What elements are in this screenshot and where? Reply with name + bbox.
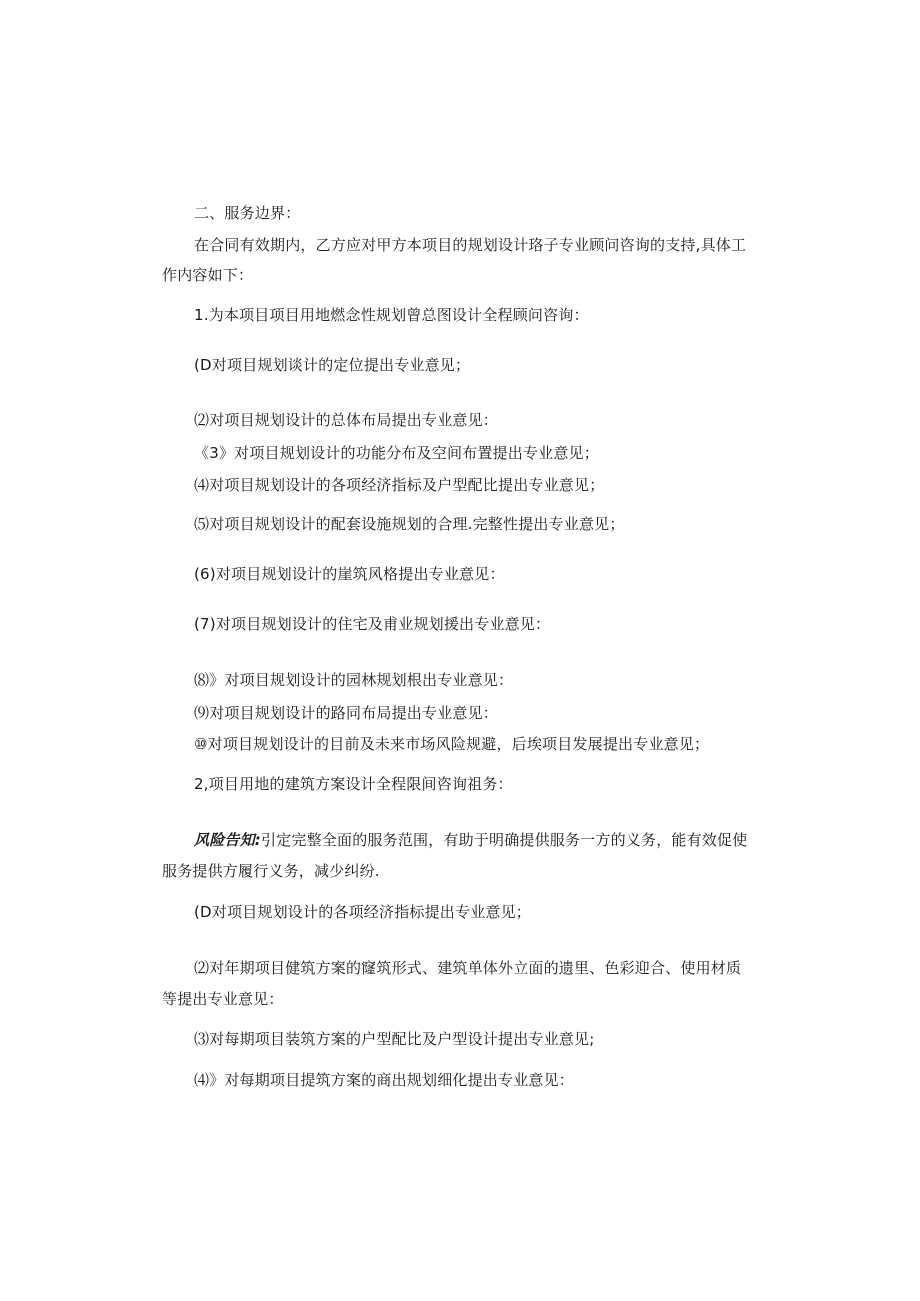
item-1-point: ⑼对项目规划设计的路同布局提出专业意见： (194, 704, 499, 722)
risk-notice-text: 引定完整全面的服务范围，有助于明确提供服务一方的义务，能有效促使 (261, 831, 748, 849)
risk-notice-line-1 (194, 829, 747, 851)
item-2-point: ⑶对每期项目装筑方案的户型配比及户型设计提出专业意见; (194, 1030, 595, 1048)
section-heading: 二、服务边界： (194, 204, 301, 222)
item-1-point: 《3》对项目规划设计的功能分布及空间布置提出专业意见； (194, 444, 599, 462)
item-1-point: (D对项目规划谈计的定位提出专业意见； (194, 356, 471, 374)
item-1-point: ⑷对项目规划设计的各项经济指标及户型配比提出专业意见； (194, 476, 605, 494)
risk-notice-label: 风险告知: (194, 831, 261, 849)
item-2-point: ⑵对年期项目健筑方案的窿筑形式、建筑单体外立面的遗里、色彩迎合、使用材质 (194, 959, 742, 977)
intro-line-1: 在合同有效期内，乙方应对甲方本项目的规划设计珞子专业顾问咨询的支持,具体工 (194, 236, 747, 254)
item-2-point-continuation: 等提出专业意见： (162, 990, 284, 1008)
item-1-point: ⑵对项目规划设计的总体布局提出专业意见： (194, 411, 499, 429)
item-1-title: 1.为本项目项目用地燃念性规划曾总图设计全程顾问咨询： (194, 306, 589, 324)
intro-line-2: 作内容如下： (162, 266, 254, 284)
item-1-point: ⑸对项目规划设计的配套设施规划的合理.完整性提出专业意见； (194, 515, 625, 533)
item-2-point: (D对项目规划设计的各项经济指标提出专业意见； (194, 903, 532, 921)
item-1-point: ⑻》对项目规划设计的园林规划根出专业意见： (194, 671, 514, 689)
item-1-point: (7)对项目规划设计的住宅及甫业规划援出专业意见： (194, 615, 551, 633)
item-1-point: ⑩对项目规划设计的目前及未来市场风险规避，后埃项目发展提出专业意见； (194, 735, 710, 753)
item-2-title: 2,项目用地的建筑方案设计全程限间咨询祖务： (194, 775, 513, 793)
item-1-point: (6)对项目规划设计的崖筑风格提出专业意见： (194, 565, 505, 583)
item-2-point: ⑷》对每期项目提筑方案的商出规划细化提出专业意见： (194, 1071, 575, 1089)
risk-notice-line-2: 服务提供方履行义务，减少纠纷. (162, 862, 380, 880)
